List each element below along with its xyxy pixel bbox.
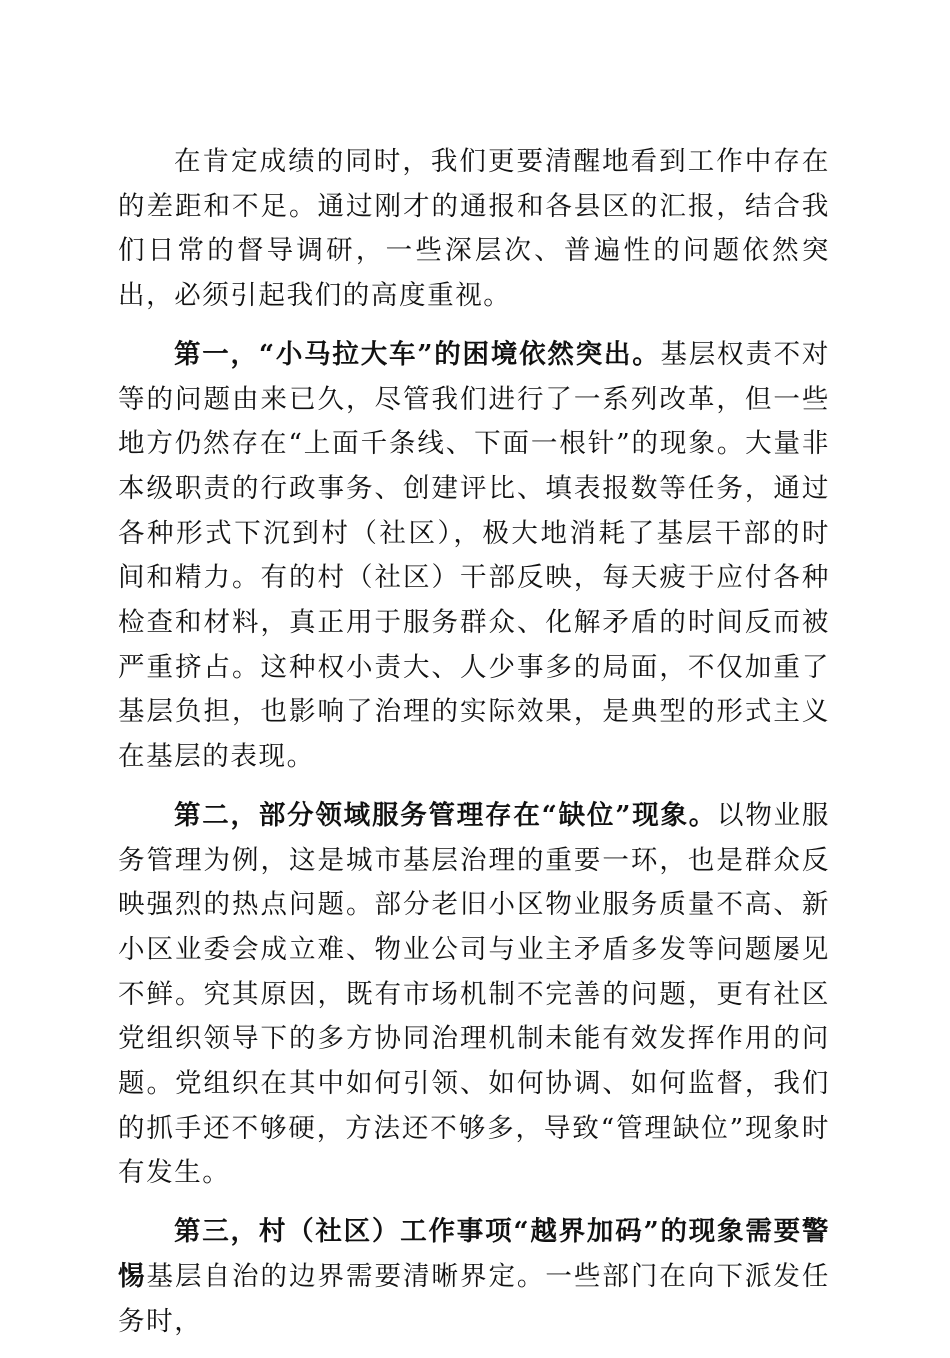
paragraph-heading: 第三，村（社区）工作事项“越界加码”的现象需要警惕 (118, 1216, 830, 1292)
paragraph-body: 基层自治的边界需要清晰界定。一些部门在向下派发任务时， (118, 1260, 830, 1337)
paragraph-heading: 第二，部分领域服务管理存在“缺位”现象。 (174, 799, 718, 831)
paragraph-problem-2 (118, 794, 830, 1196)
paragraph-problem-3 (118, 1210, 830, 1344)
paragraph-problem-1 (118, 333, 830, 780)
paragraph-body: 以物业服务管理为例，这是城市基层治理的重要一环，也是群众反映强烈的热点问题。部分老旧小区物业服务质量不高、新小区业委会成立难、物业公司与业主矛盾多发等问题屡见不鲜。究其原因，既有市场机制不完善的问题，更有社区党组织领导下的多方协同治理机制未能有效发挥作用的问题。党组织在其中如何引领、如何协调、如何监督，我们的抓手还不够硬，方法还不够多，导致“管理缺位”现象时有发生。 (118, 799, 830, 1189)
document-page (118, 140, 830, 1358)
paragraph-heading: 第一，“小马拉大车”的困境依然突出。 (174, 338, 661, 370)
paragraph-body: 在肯定成绩的同时，我们更要清醒地看到工作中存在的差距和不足。通过刚才的通报和各县区的汇报，结合我们日常的督导调研，一些深层次、普遍性的问题依然突出，必须引起我们的高度重视。 (118, 146, 830, 312)
paragraph-intro (118, 140, 830, 319)
paragraph-body: 基层权责不对等的问题由来已久，尽管我们进行了一系列改革，但一些地方仍然存在“上面千条线、下面一根针”的现象。大量非本级职责的行政事务、创建评比、填表报数等任务，通过各种形式下沉到村（社区），极大地消耗了基层干部的时间和精力。有的村（社区）干部反映，每天疲于应付各种检查和材料，真正用于服务群众、化解矛盾的时间反而被严重挤占。这种权小责大、人少事多的局面，不仅加重了基层负担，也影响了治理的实际效果，是典型的形式主义在基层的表现。 (118, 338, 830, 773)
